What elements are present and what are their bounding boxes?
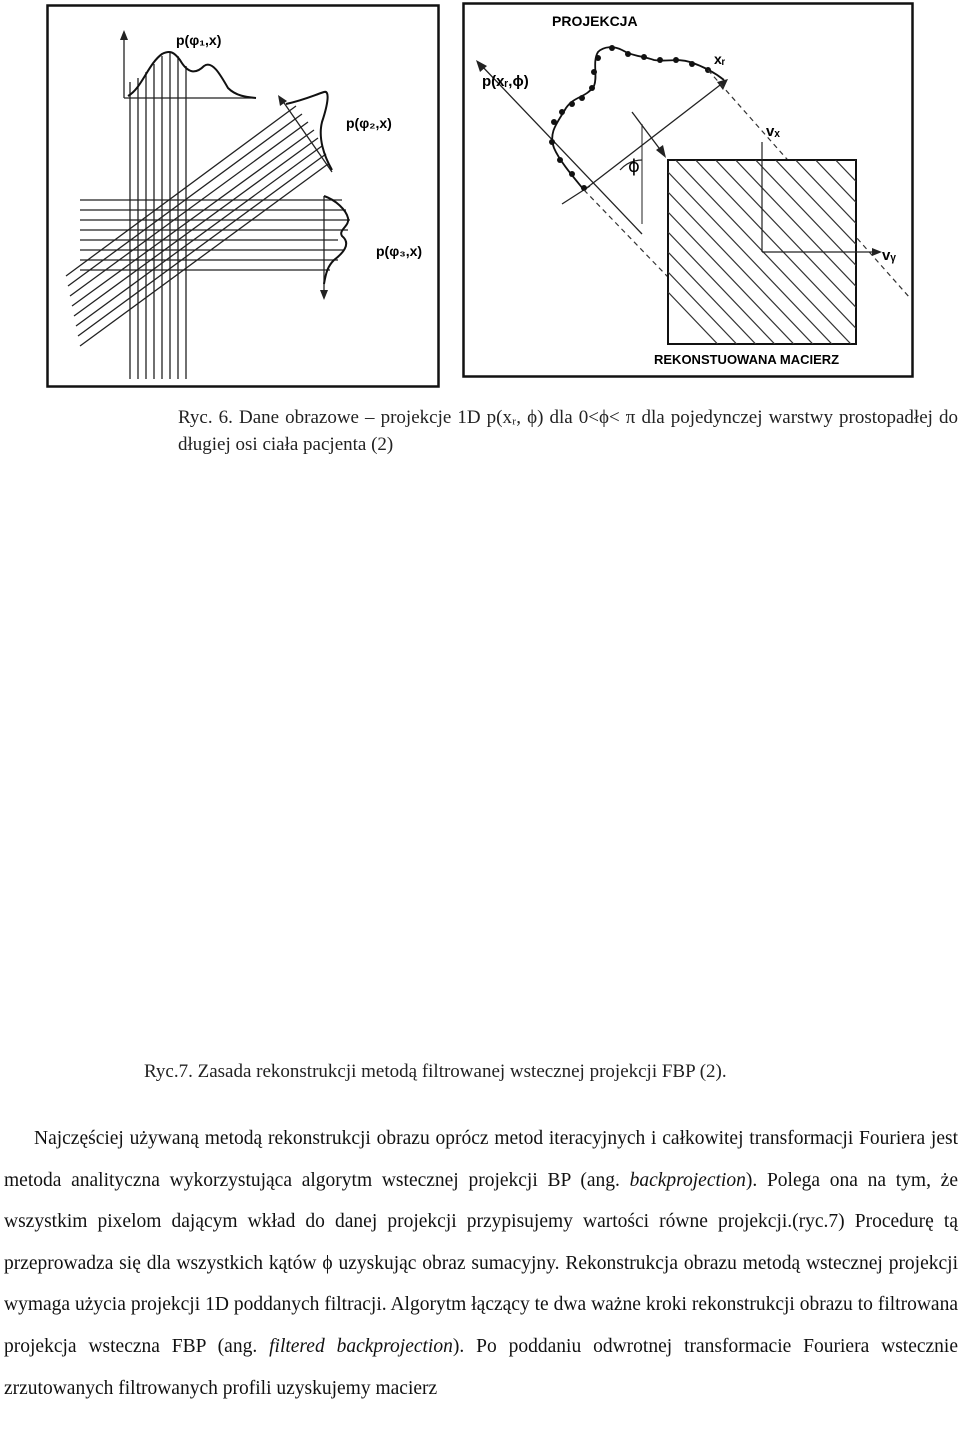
paragraph-text-2: ). Polega ona na tym, że wszystkim pixelom dającym wkład do danej projekcji przypisujemy wartości równe projekcji.(ryc.7) Procedurę tą przeprowadza się dla wszystkich kątów ϕ uzyskując obraz sumacyjny. Rekonstrukcja obrazu metodą wstecznej projekcji wymaga użycia projekcji 1D poddanych filtracji. Algorytm łączący te dwa ważne kroki rekonstrukcji obrazu to filtrowana projekcja wsteczna FBP (ang. [4,1169,958,1357]
paragraph-italic-backprojection: backprojection [629,1169,746,1191]
figure-right-drawing [462,2,914,378]
figure-footer: REKONSTUOWANA MACIERZ [654,352,840,367]
paragraph-text-1: Najczęściej używaną metodą rekonstrukcji obrazu oprócz metod iteracyjnych i całkowitej transformacji Fouriera jest metoda analityczna wykorzystująca algorytm wstecznej projekcji BP (ang. [4,1128,958,1191]
paragraph-text-3: ). Po poddaniu odwrotnej transformacie Fouriera wstecznie zrzutowanych filtrowanych profili uzyskujemy macierz [4,1335,959,1399]
label-vy: vᵧ [882,247,896,264]
figure-left-backprojection [46,4,440,388]
label-p-xr-phi: p(xᵣ,ϕ) [482,73,529,90]
label-p-phi1: p(φ₁,x) [176,32,222,48]
caption-fig7: Ryc.7. Zasada rekonstrukcji metodą filtrowanej wstecznej projekcji FBP (2). [144,1061,727,1082]
label-p-phi2: p(φ₂,x) [346,115,392,131]
figure-right-projection [462,2,914,378]
paragraph-italic-filtered-backprojection: filtered backprojection [269,1335,453,1357]
label-p-phi3: p(φ₃,x) [376,243,423,259]
body-paragraph [4,1118,958,1409]
figure-left-drawing [46,4,440,388]
label-xr: xᵣ [714,51,726,67]
caption-fig6: Ryc. 6. Dane obrazowe – projekcje 1D p(xᵣ, ϕ) dla 0<ϕ< π dla pojedynczej warstwy prostopadłej do długiej osi ciała pacjenta (2) [178,407,958,455]
label-vx: vₓ [766,123,780,140]
label-phi: ϕ [628,156,640,177]
figure-title: PROJEKCJA [552,13,638,29]
